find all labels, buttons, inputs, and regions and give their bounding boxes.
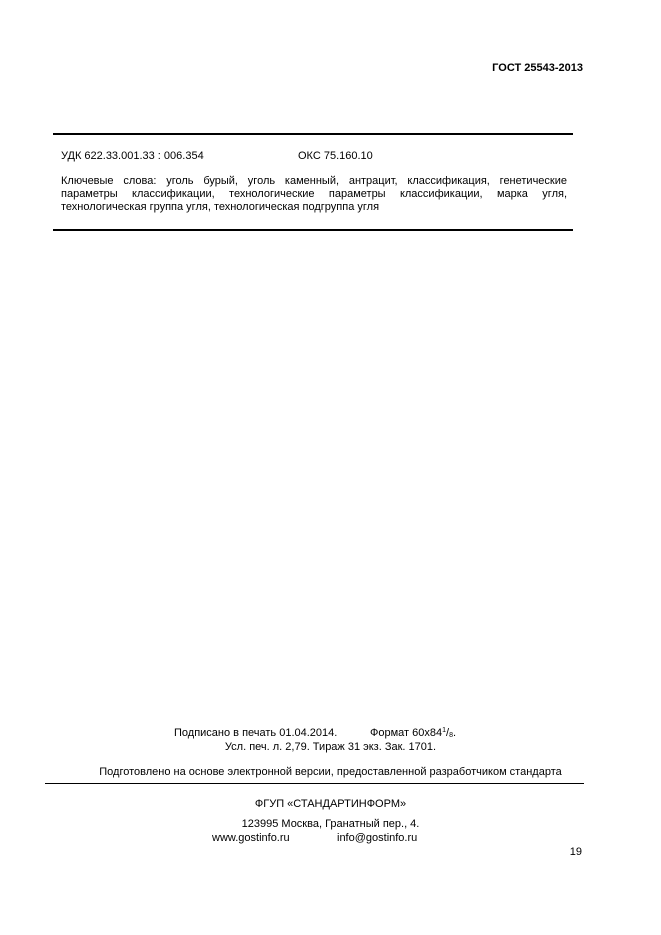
- udk-code: УДК 622.33.001.33 : 006.354: [61, 150, 204, 162]
- format-suffix: .: [452, 727, 457, 739]
- format-numerator: 1: [442, 727, 447, 734]
- imprint-rule: [45, 783, 584, 784]
- oks-code: ОКС 75.160.10: [298, 150, 373, 162]
- page-number: 19: [569, 846, 582, 858]
- top-rule: [53, 133, 573, 135]
- signed-date: Подписано в печать 01.04.2014.: [174, 727, 338, 739]
- website-link[interactable]: www.gostinfo.ru: [212, 832, 290, 844]
- email-link[interactable]: info@gostinfo.ru: [337, 832, 418, 844]
- format-prefix: Формат 60x84: [370, 727, 443, 739]
- keywords-paragraph: Ключевые слова: уголь бурый, уголь каменный, антрацит, классификация, генетические параметры классификации, технологические параметры классификации, марка угля, технологическая группа угля, технологическая подгруппа угля: [61, 175, 567, 213]
- publisher-name: ФГУП «СТАНДАРТИНФОРМ»: [254, 798, 407, 810]
- bottom-rule: [53, 229, 573, 231]
- prepared-note: Подготовлено на основе электронной версии, предоставленной разработчиком стандарта: [99, 766, 562, 778]
- format-denominator: 8: [449, 732, 453, 739]
- paper-format: Формат $60x84^1/_8$.: [370, 727, 457, 739]
- publisher-address: 123995 Москва, Гранатный пер., 4.: [241, 818, 420, 830]
- print-info: Усл. печ. л. 2,79. Тираж 31 экз. Зак. 1701.: [224, 741, 437, 753]
- document-number: ГОСТ 25543-2013: [492, 62, 583, 74]
